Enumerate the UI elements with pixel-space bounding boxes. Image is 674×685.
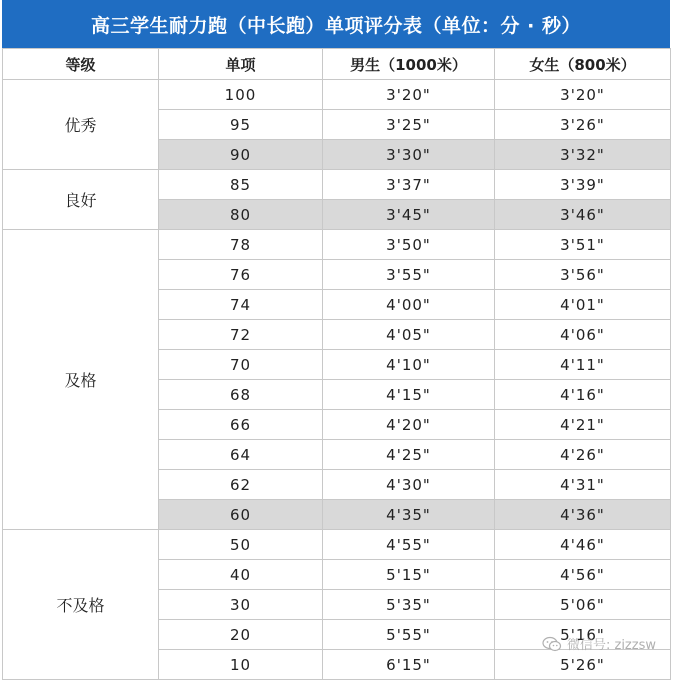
score-cell: 90 xyxy=(159,140,323,170)
female-time-cell: 3'51" xyxy=(495,230,671,260)
table-row xyxy=(3,170,671,200)
female-time-cell: 4'46" xyxy=(495,530,671,560)
female-time-cell: 4'56" xyxy=(495,560,671,590)
watermark xyxy=(542,634,656,653)
score-cell: 85 xyxy=(159,170,323,200)
score-cell: 74 xyxy=(159,290,323,320)
male-time-cell: 4'25" xyxy=(323,440,495,470)
male-time-cell: 5'15" xyxy=(323,560,495,590)
female-time-cell: 4'11" xyxy=(495,350,671,380)
table-row xyxy=(3,230,671,260)
male-time-cell: 3'50" xyxy=(323,230,495,260)
male-time-cell: 4'00" xyxy=(323,290,495,320)
score-cell: 100 xyxy=(159,80,323,110)
female-time-cell: 5'26" xyxy=(495,650,671,680)
grade-cell: 及格 xyxy=(3,230,159,530)
male-time-cell: 3'55" xyxy=(323,260,495,290)
score-cell: 20 xyxy=(159,620,323,650)
table-title: 高三学生耐力跑（中长跑）单项评分表（单位：分 · 秒） xyxy=(2,0,670,48)
male-time-cell: 4'30" xyxy=(323,470,495,500)
wechat-icon xyxy=(542,636,562,652)
male-time-cell: 6'15" xyxy=(323,650,495,680)
table-row xyxy=(3,530,671,560)
male-time-cell: 3'45" xyxy=(323,200,495,230)
male-time-cell: 4'15" xyxy=(323,380,495,410)
score-cell: 60 xyxy=(159,500,323,530)
male-time-cell: 4'05" xyxy=(323,320,495,350)
score-cell: 66 xyxy=(159,410,323,440)
male-time-cell: 4'35" xyxy=(323,500,495,530)
table-row xyxy=(3,80,671,110)
header-score: 单项 xyxy=(159,49,323,80)
score-cell: 95 xyxy=(159,110,323,140)
score-cell: 80 xyxy=(159,200,323,230)
score-cell: 68 xyxy=(159,380,323,410)
male-time-cell: 3'37" xyxy=(323,170,495,200)
female-time-cell: 3'20" xyxy=(495,80,671,110)
male-time-cell: 5'55" xyxy=(323,620,495,650)
grade-cell: 不及格 xyxy=(3,530,159,680)
female-time-cell: 4'21" xyxy=(495,410,671,440)
score-cell: 70 xyxy=(159,350,323,380)
score-cell: 72 xyxy=(159,320,323,350)
male-time-cell: 4'20" xyxy=(323,410,495,440)
score-cell: 62 xyxy=(159,470,323,500)
score-cell: 40 xyxy=(159,560,323,590)
female-time-cell: 4'36" xyxy=(495,500,671,530)
male-time-cell: 4'55" xyxy=(323,530,495,560)
header-male: 男生（1000米） xyxy=(323,49,495,80)
grade-cell: 优秀 xyxy=(3,80,159,170)
female-time-cell: 3'56" xyxy=(495,260,671,290)
male-time-cell: 4'10" xyxy=(323,350,495,380)
header-grade: 等级 xyxy=(3,49,159,80)
table-body xyxy=(3,80,671,680)
male-time-cell: 5'35" xyxy=(323,590,495,620)
male-time-cell: 3'30" xyxy=(323,140,495,170)
female-time-cell: 3'32" xyxy=(495,140,671,170)
female-time-cell: 5'16" xyxy=(495,620,671,650)
female-time-cell: 4'31" xyxy=(495,470,671,500)
header-female: 女生（800米） xyxy=(495,49,671,80)
female-time-cell: 4'26" xyxy=(495,440,671,470)
female-time-cell: 4'16" xyxy=(495,380,671,410)
male-time-cell: 3'25" xyxy=(323,110,495,140)
score-table xyxy=(2,48,671,680)
score-cell: 50 xyxy=(159,530,323,560)
header-row xyxy=(3,49,671,80)
female-time-cell: 4'06" xyxy=(495,320,671,350)
female-time-cell: 3'39" xyxy=(495,170,671,200)
female-time-cell: 4'01" xyxy=(495,290,671,320)
female-time-cell: 3'26" xyxy=(495,110,671,140)
watermark-text: 微信号: zizzsw xyxy=(566,638,656,653)
score-cell: 10 xyxy=(159,650,323,680)
male-time-cell: 3'20" xyxy=(323,80,495,110)
female-time-cell: 3'46" xyxy=(495,200,671,230)
score-cell: 64 xyxy=(159,440,323,470)
score-cell: 78 xyxy=(159,230,323,260)
score-cell: 30 xyxy=(159,590,323,620)
score-cell: 76 xyxy=(159,260,323,290)
grade-cell: 良好 xyxy=(3,170,159,230)
score-table-sheet xyxy=(2,0,670,680)
female-time-cell: 5'06" xyxy=(495,590,671,620)
